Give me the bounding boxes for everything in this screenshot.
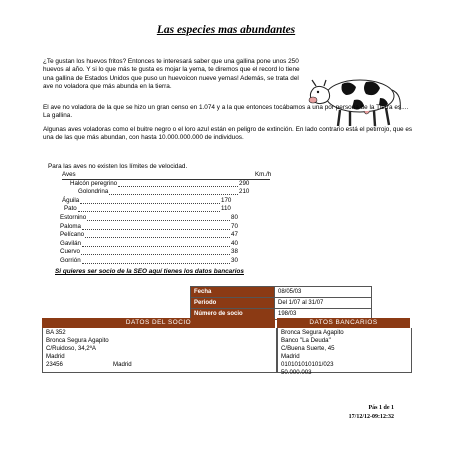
speed-row-value: 80 [231, 213, 238, 221]
cow-icon [304, 62, 412, 132]
info-value: Del 1/07 al 31/07 [275, 298, 372, 309]
speed-row-leader [82, 263, 230, 264]
speed-row [50, 180, 276, 189]
socio-zip: 23456 [46, 361, 63, 368]
speed-row-leader [85, 237, 230, 238]
info-value: 198/03 [275, 309, 372, 320]
speed-row-value: 110 [221, 205, 231, 213]
info-table [190, 286, 372, 320]
speed-row-name: Gorrión [60, 256, 81, 264]
speed-row-leader [82, 229, 230, 230]
info-row [191, 287, 372, 298]
speed-row [50, 197, 276, 206]
banco-city: Madrid [281, 353, 300, 360]
banco-bank: Banco "La Deuda" [281, 337, 331, 344]
speed-row-leader [81, 254, 230, 255]
socio-address: C/Ruidoso, 34,2ºA [46, 345, 96, 352]
speed-row-name: Pelícano [60, 231, 85, 239]
speed-row-value: 40 [231, 239, 238, 247]
speed-row-value: 70 [231, 222, 238, 230]
speed-row-leader [109, 194, 238, 195]
speed-row-name: Estornino [60, 213, 87, 221]
socio-city: Madrid [46, 353, 65, 360]
info-value: 08/05/03 [275, 287, 372, 298]
speed-row [50, 188, 276, 197]
info-label: Fecha [191, 287, 275, 298]
seo-note: Si quieres ser socio de la SEO aquí tienes los datos bancarios [55, 268, 244, 275]
speed-row-value: 47 [231, 231, 238, 239]
speed-row-name: Golondrina [78, 188, 109, 196]
banco-box [277, 328, 412, 376]
speeds-table [50, 171, 276, 266]
banco-account: 010101010101/023 [281, 361, 334, 368]
speed-row-name: Halcón peregrino [70, 179, 118, 187]
socio-name: Bronca Segura Agapito [46, 337, 109, 344]
speed-row [50, 231, 276, 240]
speed-row-value: 38 [231, 248, 238, 256]
socio-header: DATOS DEL SOCIO [42, 318, 275, 328]
paragraph-census: El ave no voladora de la que se hizo un gran censo en 1.074 y a la que entonces tocábamos a una por persona de la Tierra es.... La gallina. [43, 104, 409, 120]
speeds-title: Para las aves no existen los límites de velocidad. [48, 163, 188, 170]
speed-row-value: 30 [231, 256, 238, 264]
speed-row-leader [118, 186, 238, 187]
speed-row [50, 257, 276, 266]
paragraph-eggs: ¿Te gustan los huevos fritos? Entonces te interesará saber que una gallina pone unos 250 huevos al año. Y si lo que más te gusta es mojar la yema, te diremos que el record lo tiene una gallina de Estados Unidos que puso un huevoicon nueve yemas! Además, se trata del ave no voladora que más abunda en la tierra. [43, 58, 300, 91]
speed-row [50, 214, 276, 223]
page-title: Las especies mas abundantes [156, 24, 296, 36]
speed-row-leader [87, 220, 230, 221]
speed-row [50, 205, 276, 214]
speed-row-value: 170 [221, 196, 232, 204]
page-number: Pás 1 de 1 [368, 405, 394, 411]
banco-amount: 50.000.003 [281, 369, 312, 376]
speed-row [50, 240, 276, 249]
speed-row-leader [82, 246, 230, 247]
info-label: Periodo [191, 298, 275, 309]
socio-box [42, 328, 277, 373]
speed-row-name: Pato [64, 205, 77, 213]
speed-row-name: Águila [62, 196, 80, 204]
speed-row-value: 290 [239, 179, 250, 187]
speeds-header [50, 171, 276, 180]
speed-row-leader [78, 211, 220, 212]
speed-row-name: Cuervo [60, 248, 80, 256]
speed-row-name: Gavilán [60, 239, 81, 247]
speed-row-leader [80, 203, 220, 204]
paragraph-extinction: Algunas aves voladoras como el buitre negro o el loro azul están en peligro de extinción. En lado contrario está el petirrojo, que es una de las que más abundan, con hasta 10.000.000.000 de individuos. [43, 126, 413, 142]
info-label: Número de socio [191, 309, 275, 320]
speed-row [50, 248, 276, 257]
socio-code: BA 352 [46, 329, 66, 336]
speed-row [50, 223, 276, 232]
speed-row-name: Paloma [60, 222, 81, 230]
info-row [191, 298, 372, 309]
timestamp: 17/12/12-09:12:32 [348, 414, 394, 420]
speed-row-value: 210 [239, 188, 250, 196]
speeds-header-unit: Km./h [255, 171, 272, 178]
banco-header: DATOS BANCARIOS [277, 318, 410, 328]
banco-holder: Bronca Segura Agapito [281, 329, 344, 336]
socio-zip-city: Madrid [113, 361, 132, 368]
banco-address: C/Buena Suerte, 45 [281, 345, 335, 352]
speeds-header-birds: Aves [62, 171, 76, 178]
